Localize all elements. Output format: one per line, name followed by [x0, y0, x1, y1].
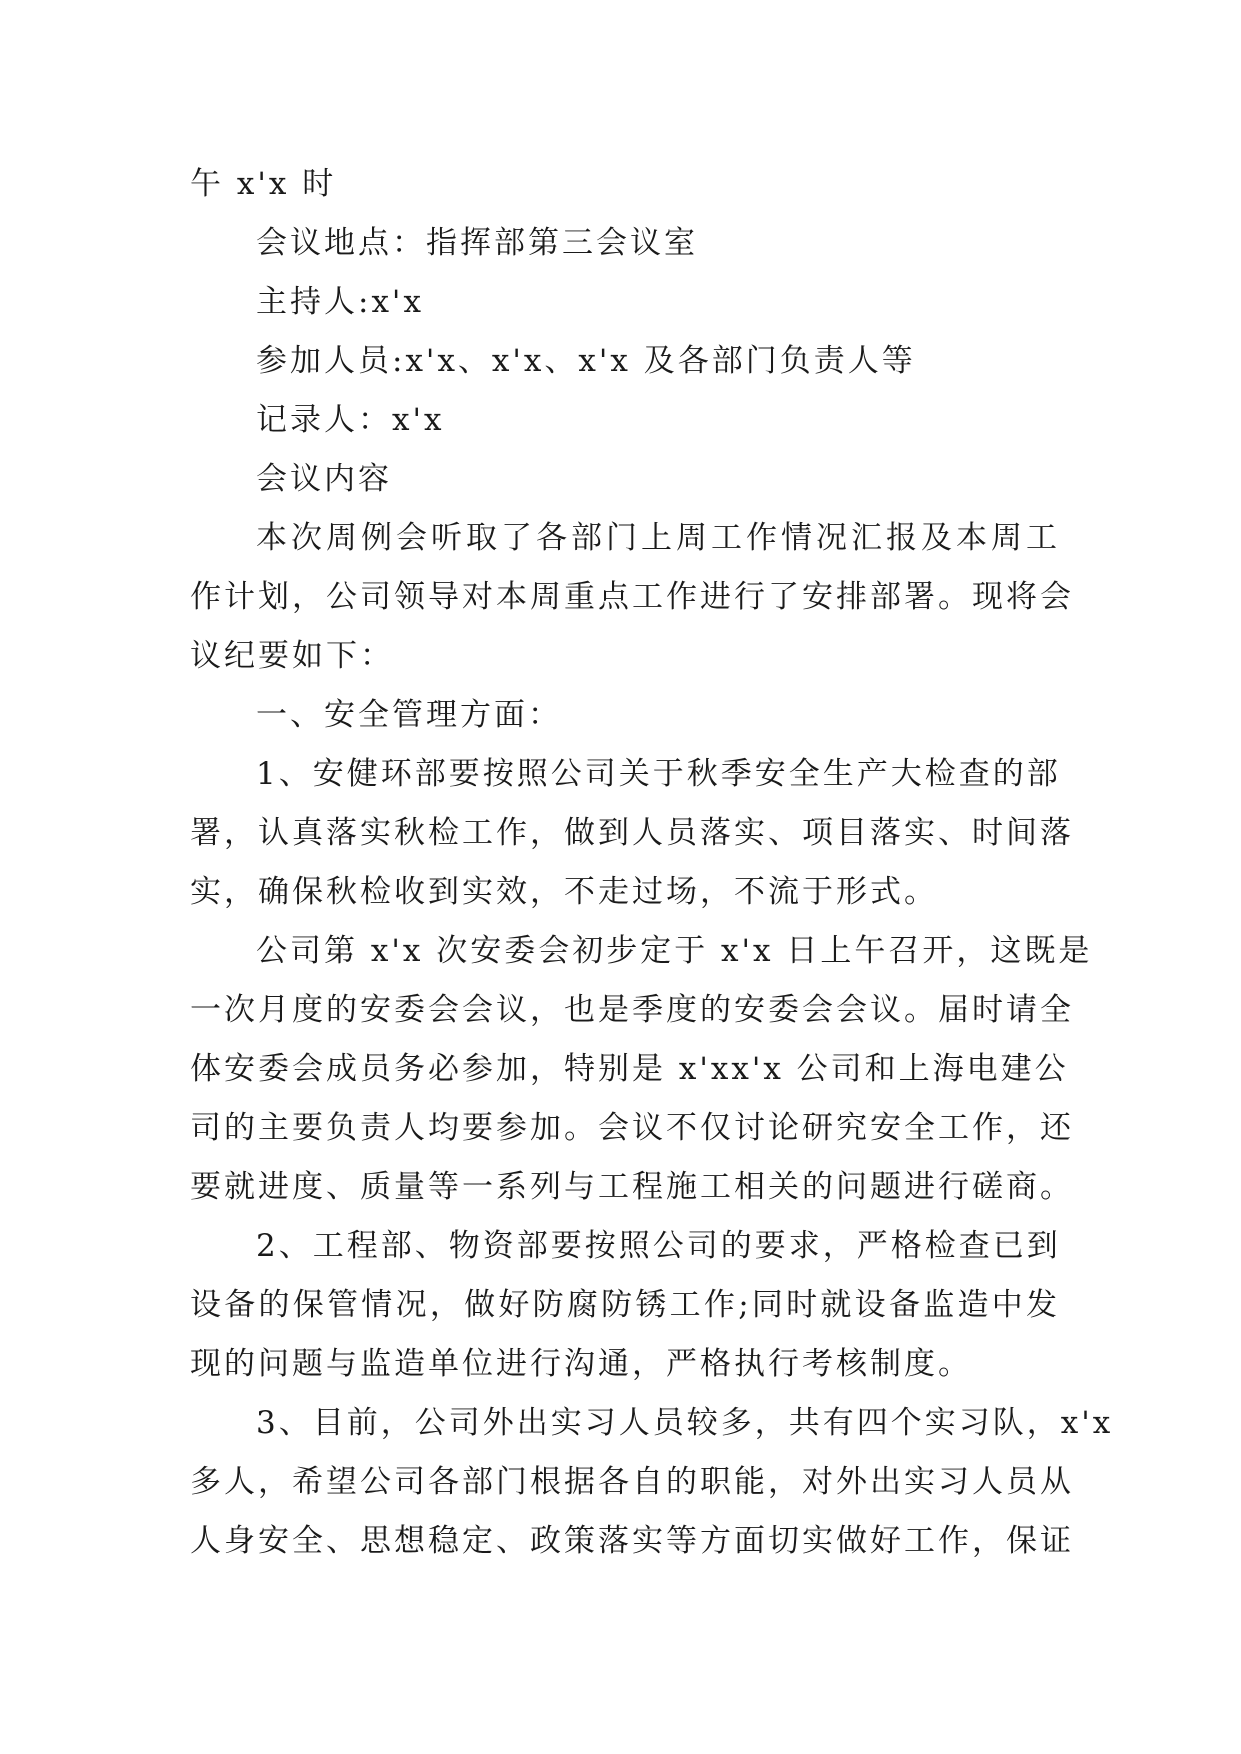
paragraph-line: 一次月度的安委会会议，也是季度的安委会会议。届时请全	[190, 992, 1074, 1028]
paragraph-line: 署，认真落实秋检工作，做到人员落实、项目落实、时间落	[190, 815, 1074, 851]
meeting-host: 主持人:x'x	[256, 284, 424, 320]
paragraph-line: 公司第 x'x 次安委会初步定于 x'x 日上午召开，这既是	[256, 933, 1093, 969]
paragraph-line: 现的问题与监造单位进行沟通，严格执行考核制度。	[190, 1346, 972, 1382]
paragraph-line: 实，确保秋检收到实效，不走过场，不流于形式。	[190, 874, 938, 910]
section-heading-content: 会议内容	[256, 461, 392, 497]
meeting-recorder: 记录人：x'x	[256, 402, 445, 438]
section-heading-safety: 一、安全管理方面：	[256, 697, 562, 733]
document-body	[190, 155, 1114, 1571]
paragraph-line: 多人，希望公司各部门根据各自的职能，对外出实习人员从	[190, 1464, 1074, 1500]
paragraph-line: 设备的保管情况，做好防腐防锈工作;同时就设备监造中发	[190, 1287, 1060, 1323]
paragraph-line: 3、目前，公司外出实习人员较多，共有四个实习队，x'x	[256, 1405, 1114, 1441]
text-line-time: 午 x'x 时	[190, 166, 337, 202]
paragraph-line: 1、安健环部要按照公司关于秋季安全生产大检查的部	[256, 756, 1061, 792]
paragraph-line: 本次周例会听取了各部门上周工作情况汇报及本周工	[256, 520, 1060, 556]
paragraph-line: 司的主要负责人均要参加。会议不仅讨论研究安全工作，还	[190, 1110, 1074, 1146]
paragraph-line: 2、工程部、物资部要按照公司的要求，严格检查已到	[256, 1228, 1061, 1264]
paragraph-line: 体安委会成员务必参加，特别是 x'xx'x 公司和上海电建公	[190, 1051, 1069, 1087]
paragraph-line: 要就进度、质量等一系列与工程施工相关的问题进行磋商。	[190, 1169, 1074, 1205]
meeting-attendees: 参加人员:x'x、x'x、x'x 及各部门负责人等	[256, 343, 916, 379]
paragraph-line: 人身安全、思想稳定、政策落实等方面切实做好工作，保证	[190, 1523, 1074, 1559]
paragraph-line: 作计划，公司领导对本周重点工作进行了安排部署。现将会	[190, 579, 1074, 615]
meeting-location: 会议地点：指挥部第三会议室	[256, 225, 698, 261]
paragraph-line: 议纪要如下：	[190, 638, 394, 674]
